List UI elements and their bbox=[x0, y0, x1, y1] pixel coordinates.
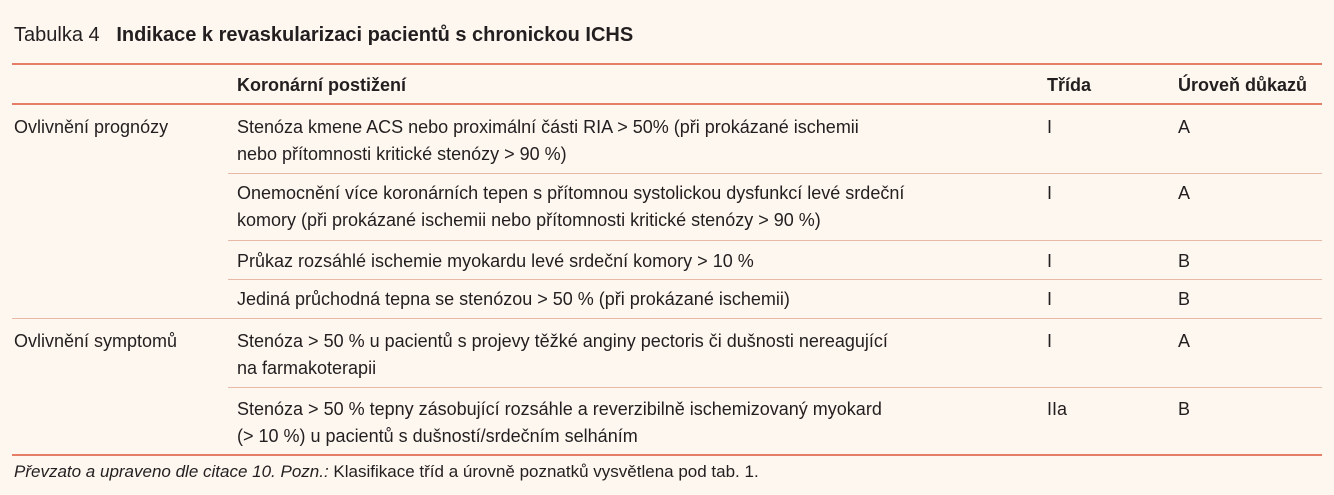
table-number: Tabulka 4 bbox=[14, 24, 100, 46]
row-2-class: I bbox=[1047, 183, 1053, 203]
row-3-level: B bbox=[1178, 251, 1191, 271]
footnote-note: Klasifikace tříd a úrovně poznatků vysvětlena pod tab. 1. bbox=[328, 462, 759, 481]
row-4-class: I bbox=[1047, 289, 1053, 309]
row-6-description-line-2: (> 10 %) u pacientů s dušností/srdečním selháním bbox=[237, 426, 638, 446]
row-3-description-line-1: Průkaz rozsáhlé ischemie myokardu levé srdeční komory > 10 % bbox=[237, 251, 754, 271]
header-rule bbox=[12, 103, 1322, 105]
bottom-rule bbox=[12, 454, 1322, 456]
row-4-level: B bbox=[1178, 289, 1191, 309]
top-rule bbox=[12, 63, 1322, 65]
group-divider bbox=[12, 318, 1322, 319]
row-5-level: A bbox=[1178, 331, 1191, 351]
row-6-class: IIa bbox=[1047, 399, 1068, 419]
row-2-description-line-1: Onemocnění více koronárních tepen s přítomnou systolickou dysfunkcí levé srdeční bbox=[237, 183, 905, 203]
group-label-symptoms: Ovlivnění symptomů bbox=[14, 331, 178, 351]
row-6-description-line-1: Stenóza > 50 % tepny zásobující rozsáhle a reverzibilně ischemizovaný myokard bbox=[237, 399, 882, 419]
row-4-description-line-1: Jediná průchodná tepna se stenózou > 50 % (při prokázané ischemii) bbox=[237, 289, 790, 309]
row-divider bbox=[228, 173, 1322, 174]
row-1-class: I bbox=[1047, 117, 1053, 137]
row-1-description-line-2: nebo přítomnosti kritické stenózy > 90 %) bbox=[237, 144, 567, 164]
row-1-description-line-1: Stenóza kmene ACS nebo proximální části RIA > 50% (při prokázané ischemii bbox=[237, 117, 859, 137]
row-5-class: I bbox=[1047, 331, 1053, 351]
row-5-description-line-1: Stenóza > 50 % u pacientů s projevy těžké anginy pectoris či dušnosti nereagující bbox=[237, 331, 888, 351]
row-divider bbox=[228, 240, 1322, 241]
header-description: Koronární postižení bbox=[237, 75, 407, 95]
group-label-prognosis: Ovlivnění prognózy bbox=[14, 117, 169, 137]
row-divider bbox=[228, 387, 1322, 388]
row-6-level: B bbox=[1178, 399, 1191, 419]
header-class: Třída bbox=[1047, 75, 1092, 95]
table-title: Indikace k revaskularizaci pacientů s chronickou ICHS bbox=[116, 24, 634, 46]
row-divider bbox=[228, 279, 1322, 280]
row-2-description-line-2: komory (při prokázané ischemii nebo přítomnosti kritické stenózy > 90 %) bbox=[237, 210, 821, 230]
row-1-level: A bbox=[1178, 117, 1191, 137]
row-3-class: I bbox=[1047, 251, 1053, 271]
footnote-source: Převzato a upraveno dle citace 10. Pozn.: bbox=[14, 462, 329, 481]
table-caption bbox=[14, 22, 633, 48]
row-5-description-line-2: na farmakoterapii bbox=[237, 358, 377, 378]
table-footnote bbox=[14, 459, 759, 485]
row-2-level: A bbox=[1178, 183, 1191, 203]
header-level: Úroveň důkazů bbox=[1178, 75, 1308, 95]
